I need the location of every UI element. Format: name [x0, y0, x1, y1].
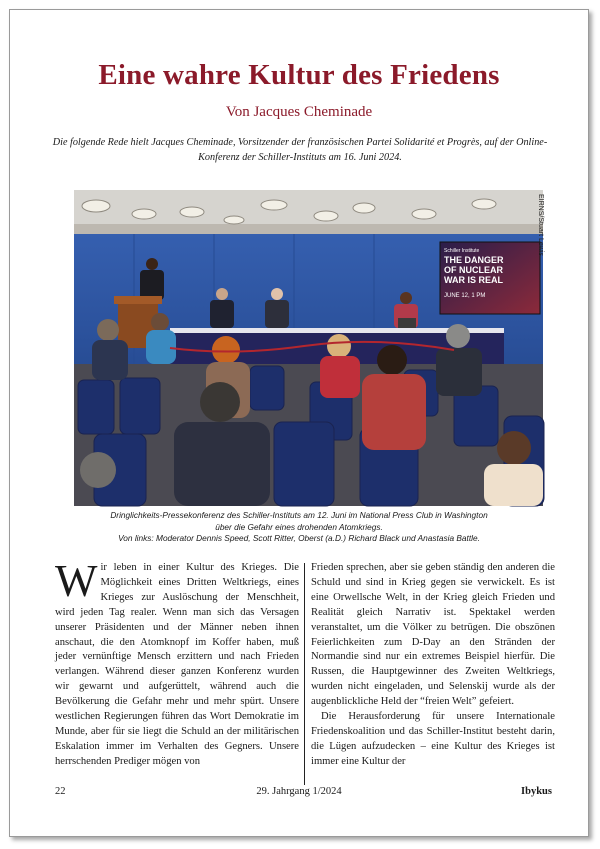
press-conference-photo [74, 190, 543, 506]
page-number: 22 [55, 786, 66, 797]
paragraph-3: Die Herausforderung für unsere Internationale Friedenskoalition und das Schiller-Institut besteht darin, die Lügen aufzudecken – eine Kultur des Krieges ist immer eine Kultur der [311, 711, 555, 767]
photo-credit: EIRNS/Stuart Lewis [537, 194, 544, 256]
drop-cap: W [55, 556, 98, 606]
article-author: Von Jacques Cheminade [225, 104, 373, 120]
caption-line-1: Dringlichkeits-Pressekonferenz des Schiller-Instituts am 12. Juni im National Press Club in Washington [110, 510, 488, 520]
screen-line-1: THE DANGER [444, 255, 504, 265]
body-column-left [55, 556, 299, 770]
article-title: Eine wahre Kultur des Friedens [98, 59, 500, 92]
caption-line-3: Von links: Moderator Dennis Speed, Scott Ritter, Oberst (a.D.) Richard Black und Anastasia Battle. [118, 533, 480, 543]
paragraph-1: ir leben in einer Kultur des Krieges. Die Möglichkeit eines Dritten Weltkriegs, eines Krieges zur Auslöschung der Menschheit, wird jeden Tag realer. Wenn man sich das Versagen unserer Präsidenten und der Männer neben ihnen anschaut, die den Atomknopf im Koffer haben, muß jeder vernünftige Mensch erzittern und nach Frieden verlangen. Während dieser ganzen Konferenz wurden wir gewarnt und aufgerüttelt, während auch die Bevölkerung die Gefahr mehr und mehr spürt. Unsere westlichen Regierungen führen das Wort Demokratie im Munde, aber für sie liegt die Schuld an der militärischen Eskalation immer im Verhalten des Gegners. Unsere herrschenden Prediger mögen von [55, 562, 299, 767]
screen-line-3: WAR IS REAL [444, 275, 504, 285]
body-column-right [311, 561, 555, 770]
screen-org: Schiller Institute [444, 248, 480, 254]
article-intro: Die folgende Rede hielt Jacques Cheminade, Vorsitzender der französischen Partei Solidarité et Progrès, auf der Online-Konferenz der Schiller-Instituts am 16. Juni 2024. [52, 137, 548, 163]
column-divider [304, 563, 305, 785]
paragraph-2: Frieden sprechen, aber sie geben ständig den anderen die Schuld und sind in Krieg gegen sie verwickelt. Es ist eine Orwellsche Welt, in der Krieg gleich Frieden und Realität gleich Narrativ ist. Spektakel werden veranstaltet, um die Völker zu betrügen. Die obszönen Feierlichkeiten zum D-Day an den Stränden der Normandie sind nur ein extremes Beispiel hierfür. Die Russen, die Hauptgewinner des Zweiten Weltkriegs, wurden nicht eingeladen, und Selenskij wurde als der augenblickliche Held der “freien Welt” gefeiert. [311, 562, 555, 708]
screen-text [444, 248, 536, 301]
screen-line-2: OF NUCLEAR [444, 265, 503, 275]
publication-name: Ibykus [521, 786, 552, 797]
photo-caption [30, 510, 568, 545]
page [9, 9, 589, 837]
caption-line-2: über die Gefahr eines drohenden Atomkriegs. [215, 521, 383, 532]
issue-info: 29. Jahrgang 1/2024 [256, 786, 342, 797]
screen-date: JUNE 12, 1 PM [444, 293, 486, 299]
